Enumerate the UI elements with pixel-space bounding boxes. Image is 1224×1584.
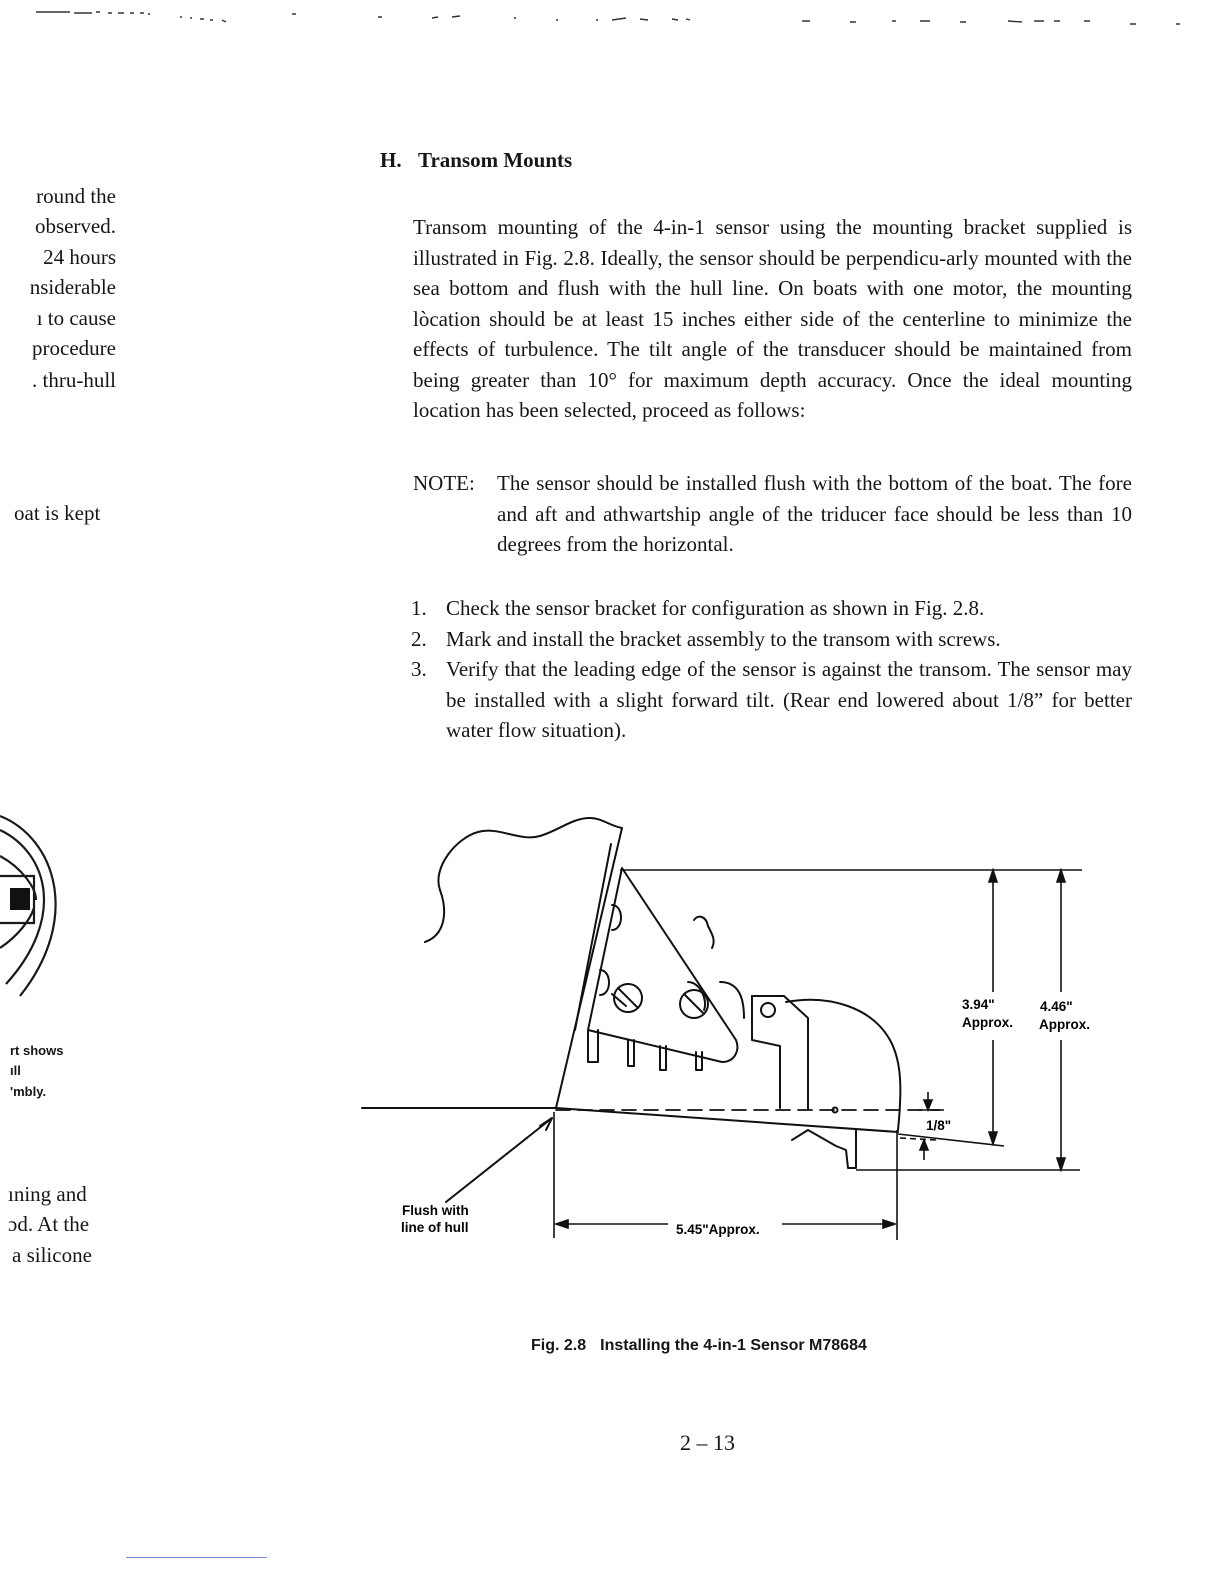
list-item	[411, 624, 1132, 655]
flush-label-line-2: line of hull	[401, 1220, 469, 1235]
dim-394-value: 3.94"	[962, 997, 995, 1012]
transom-outline	[425, 818, 622, 1108]
dim-446-value: 4.46"	[1040, 999, 1073, 1014]
scan-noise	[0, 8, 1224, 28]
left-text-line: observed.	[34, 214, 116, 238]
section-heading	[380, 148, 572, 173]
sensor-body	[752, 996, 780, 1108]
left-text-line: nsiderable	[29, 275, 116, 299]
steps-list	[411, 593, 1132, 746]
left-text-line: a silicone	[12, 1243, 92, 1267]
left-text-line: ı to cause	[36, 306, 116, 330]
figure-caption	[531, 1337, 867, 1355]
dim-446-note: Approx.	[1039, 1017, 1091, 1032]
left-text-line: . thru-hull	[32, 368, 116, 392]
step-text: Mark and install the bracket assembly to the transom with screws.	[446, 626, 1001, 651]
note-label: NOTE:	[413, 471, 475, 495]
step-number: 3.	[411, 657, 427, 681]
left-text-line: 24 hours	[43, 245, 116, 269]
body-paragraph: Transom mounting of the 4-in-1 sensor using the mounting bracket supplied is illustrated in Fig. 2.8. Ideally, the sensor should be perpendicu-arly mounted with the sea bottom and flush with the hull line. On boats with one motor, the mounting lòcation should be at least 15 inches either side of the centerline to minimize the effects of turbulence. The tilt angle of the transducer should be maintained from being greater than 10° for maximum depth accuracy. Once the ideal mounting location has been selected, proceed as follows:	[413, 215, 1132, 422]
list-item	[411, 593, 1132, 624]
note-text: The sensor should be installed flush with the bottom of the boat. The fore and aft and athwartship angle of the triducer face should be less than 10 degrees from the horizontal.	[497, 471, 1132, 556]
step-text: Verify that the leading edge of the sensor is against the transom. The sensor may be installed with a slight forward tilt. (Rear end lowered about 1/8” for better water flow situation).	[446, 657, 1132, 742]
left-text-line: oat is kept	[14, 501, 101, 525]
left-caption-line: 'mbly.	[10, 1084, 47, 1099]
sensor-mount-diagram	[355, 805, 1095, 1250]
partial-gauge-illustration	[0, 808, 90, 1008]
flush-label-line-1: Flush with	[402, 1203, 469, 1218]
figure-caption-text: Installing the 4-in-1 Sensor M78684	[600, 1337, 867, 1354]
left-caption-line: rt shows	[10, 1043, 64, 1058]
left-caption-line: ıll	[10, 1063, 21, 1078]
figure-number: Fig. 2.8	[531, 1337, 587, 1354]
flush-leader	[446, 1118, 552, 1202]
left-text-line: procedure	[32, 336, 116, 360]
step-number: 1.	[411, 596, 427, 620]
left-text-line: ıning and	[8, 1182, 87, 1206]
bracket-plate	[588, 868, 737, 1062]
scan-edge-line	[126, 1557, 267, 1558]
list-item	[411, 654, 1132, 746]
note-block	[413, 468, 1132, 560]
sensor-face	[556, 1108, 898, 1132]
section-number: H.	[380, 148, 402, 172]
step-number: 2.	[411, 626, 427, 651]
dim-394-note: Approx.	[962, 1015, 1014, 1030]
dim-tilt-label: 1/8"	[926, 1118, 952, 1133]
page-number: 2 – 13	[680, 1430, 735, 1455]
left-text-line: ɔd. At the	[8, 1212, 90, 1236]
section-title: Transom Mounts	[418, 148, 573, 172]
adjacent-page-column	[0, 0, 140, 1584]
left-text-line: round the	[36, 184, 116, 208]
step-text: Check the sensor bracket for configuration as shown in Fig. 2.8.	[446, 596, 985, 620]
dim-length-label: 5.45"Approx.	[676, 1222, 760, 1237]
